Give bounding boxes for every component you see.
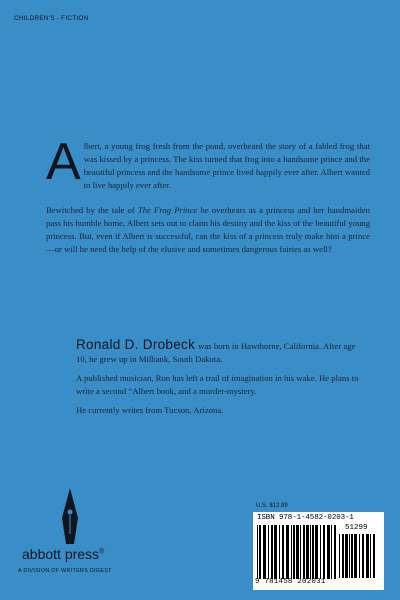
ean-digits: 9 781458 202031 [255,578,326,586]
price-label: U.S. $12.99 [256,503,288,509]
drop-cap: A [46,133,81,191]
isbn-text: ISBN 978-1-4582-0203-1 [257,514,354,522]
blurb-paragraph-1 [46,133,370,192]
bio-paragraph-3: He currently writes from Tucson, Arizona. [76,405,224,415]
publisher-logo [16,488,126,588]
blurb-paragraph-1-text: lbert, a young frog fresh from the pond, overheard the story of a fabled frog that was kissed by a princess. The kiss turned that frog into a handsome prince and the beautiful princess and the handsome prince lived happily ever after. Albert wanted to live happily ever after. [83,141,370,190]
publisher-tagline: A DIVISION OF WRITERS DIGEST [18,568,112,574]
genre-label: CHILDREN'S - FICTION [14,15,89,22]
author-name: Ronald D. Drobeck [76,337,196,352]
bio-paragraph-1 [76,338,366,366]
blurb-paragraph-2-text: he overhears as a princess and her handmaiden pass his humble home, Albert sets out to claim his destiny and the kiss of the beautiful young princess. But, even if Albert is successful, can the kiss of a princess truly make him a prince—or will he need the help of the elusive and sometimes dangerous fairies as well? [46,205,370,254]
addon-barcode [339,534,379,578]
back-cover-blurb [46,133,370,268]
blurb-paragraph-2 [46,204,370,256]
quill-nib-icon [60,488,80,544]
blurb-paragraph-2-lead: Bewitched by the tale of [46,205,138,215]
bio-paragraph-2: A published musician, Ron has left a trail of imagination in his wake. He plans to write a second “Albert book, and a murder-mystery. [76,373,359,396]
bio-paragraph-1-text: was born in Hawthorne, California. After age 10, he grew up in Milbank, South Dakota. [76,341,356,364]
book-title-reference: The Frog Prince [137,205,198,215]
barcode-panel [253,512,384,590]
publisher-name: abbott press® [22,546,105,562]
ean-barcode [257,525,337,579]
author-bio [76,338,366,423]
price-addon-digits: 51299 [345,524,368,532]
